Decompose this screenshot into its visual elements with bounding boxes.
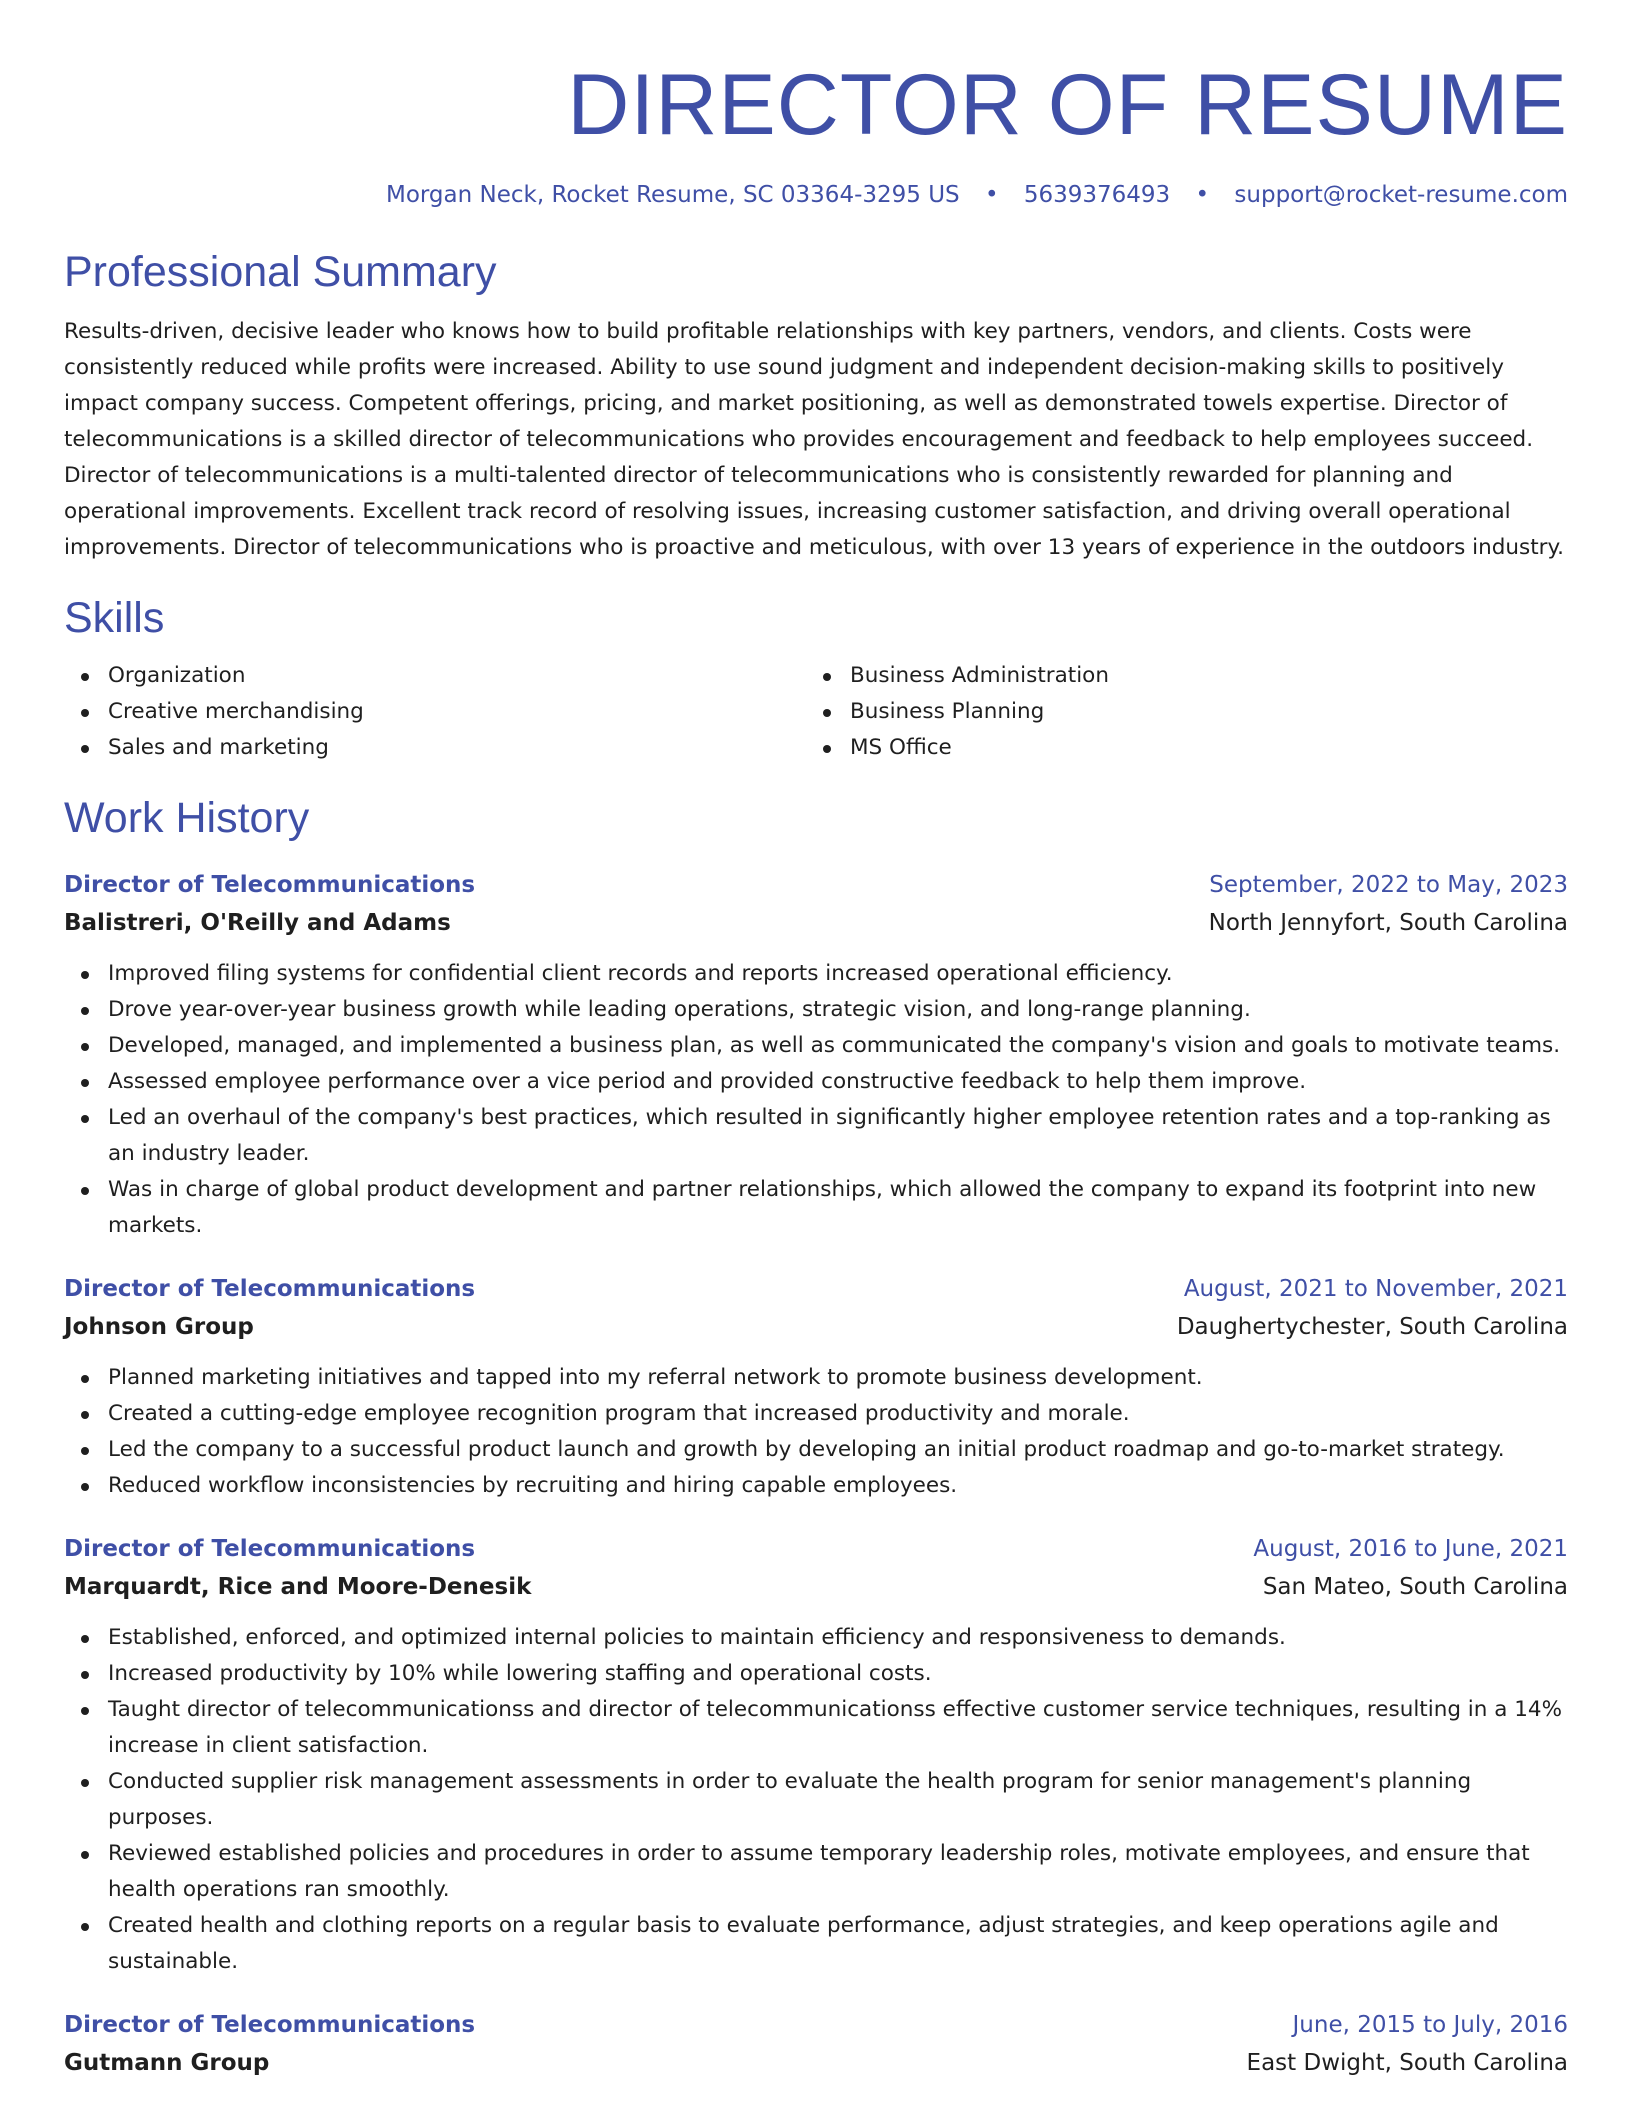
resume-title: DIRECTOR OF RESUME <box>567 57 1568 153</box>
job-dates: June, 2015 to July, 2016 <box>1292 2012 1568 2038</box>
job-dates: August, 2021 to November, 2021 <box>1183 1276 1568 1302</box>
job-bullet: Created a cutting-edge employee recognition program that increased productivity and morale. <box>64 1396 1568 1432</box>
skill-item: Business Administration <box>806 658 1548 694</box>
job-header <box>64 2006 1568 2044</box>
job-bullets <box>64 1620 1568 1980</box>
job-position: Director of Telecommunications <box>64 2012 476 2038</box>
job-header <box>64 866 1568 904</box>
work-history-list <box>64 866 1568 2082</box>
job-bullet: Drove year-over-year business growth while leading operations, strategic vision, and long-range planning. <box>64 992 1568 1028</box>
summary-heading: Professional Summary <box>64 248 497 296</box>
job-bullet: Reduced workflow inconsistencies by recruiting and hiring capable employees. <box>64 1468 1568 1504</box>
job-subheader <box>64 2044 1568 2082</box>
skills-column-left <box>64 658 806 766</box>
job-bullet: Assessed employee performance over a vice period and provided constructive feedback to help them improve. <box>64 1064 1568 1100</box>
job-subheader <box>64 1308 1568 1346</box>
job-subheader <box>64 904 1568 942</box>
job-bullet: Led an overhaul of the company's best practices, which resulted in significantly higher employee retention rates and a top-ranking as an industry leader. <box>64 1100 1568 1172</box>
job-location: North Jennyfort, South Carolina <box>1208 910 1568 936</box>
skill-item: Creative merchandising <box>64 694 806 730</box>
job-entry <box>64 866 1568 1244</box>
job-entry <box>64 1530 1568 1980</box>
job-bullet: Taught director of telecommunicationss and director of telecommunicationss effective customer service techniques, resulting in a 14% increase in client satisfaction. <box>64 1692 1568 1764</box>
job-dates: September, 2022 to May, 2023 <box>1209 872 1568 898</box>
job-bullet: Reviewed established policies and procedures in order to assume temporary leadership roles, motivate employees, and ensure that health operations ran smoothly. <box>64 1836 1568 1908</box>
summary-text: Results-driven, decisive leader who knows how to build profitable relationships with key partners, vendors, and clients. Costs were consistently reduced while profits were increased. Ability to use sound judgment and independent decision-making skills to positively impact company success. Competent offerings, pricing, and market positioning, as well as demonstrated towels expertise. Director of telecommunications is a skilled director of telecommunications who provides encouragement and feedback to help employees succeed. Director of telecommunications is a multi-talented director of telecommunications who is consistently rewarded for planning and operational improvements. Excellent track record of resolving issues, increasing customer satisfaction, and driving overall operational improvements. Director of telecommunications who is proactive and meticulous, with over 13 years of experience in the outdoors industry. <box>64 319 1564 560</box>
job-bullet: Was in charge of global product development and partner relationships, which allowed the company to expand its footprint into new markets. <box>64 1172 1568 1244</box>
contact-separator: • <box>1195 182 1210 208</box>
job-company: Gutmann Group <box>64 2050 270 2076</box>
job-bullet: Improved filing systems for confidential client records and reports increased operational efficiency. <box>64 956 1568 992</box>
job-location: San Mateo, South Carolina <box>1262 1574 1568 1600</box>
skill-item: Organization <box>64 658 806 694</box>
skill-item: Sales and marketing <box>64 730 806 766</box>
job-bullet: Developed, managed, and implemented a business plan, as well as communicated the company's vision and goals to motivate teams. <box>64 1028 1568 1064</box>
job-bullet: Created health and clothing reports on a regular basis to evaluate performance, adjust strategies, and keep operations agile and sustainable. <box>64 1908 1568 1980</box>
job-position: Director of Telecommunications <box>64 1276 476 1302</box>
job-bullets <box>64 1360 1568 1504</box>
work-history-heading: Work History <box>64 794 310 842</box>
job-location: Daughertychester, South Carolina <box>1176 1314 1568 1340</box>
contact-address: Morgan Neck, Rocket Resume, SC 03364-3295 US <box>385 182 960 208</box>
job-bullet: Increased productivity by 10% while lowering staffing and operational costs. <box>64 1656 1568 1692</box>
contact-line <box>64 180 1568 210</box>
job-dates: August, 2016 to June, 2021 <box>1253 1536 1568 1562</box>
job-header <box>64 1530 1568 1568</box>
job-company: Johnson Group <box>64 1314 254 1340</box>
skill-item: MS Office <box>806 730 1548 766</box>
contact-phone: 5639376493 <box>1023 182 1171 208</box>
skills-list <box>64 658 1568 766</box>
job-company: Marquardt, Rice and Moore-Denesik <box>64 1574 532 1600</box>
job-bullets <box>64 956 1568 1244</box>
skills-heading: Skills <box>64 594 165 642</box>
job-header <box>64 1270 1568 1308</box>
contact-email: support@rocket-resume.com <box>1234 182 1568 208</box>
skills-column-right <box>806 658 1548 766</box>
job-location: East Dwight, South Carolina <box>1246 2050 1568 2076</box>
job-entry <box>64 1270 1568 1504</box>
job-entry <box>64 2006 1568 2082</box>
skill-item: Business Planning <box>806 694 1548 730</box>
job-bullet: Led the company to a successful product launch and growth by developing an initial product roadmap and go-to-market strategy. <box>64 1432 1568 1468</box>
job-bullet: Established, enforced, and optimized internal policies to maintain efficiency and responsiveness to demands. <box>64 1620 1568 1656</box>
contact-separator: • <box>984 182 999 208</box>
job-position: Director of Telecommunications <box>64 872 476 898</box>
job-position: Director of Telecommunications <box>64 1536 476 1562</box>
job-subheader <box>64 1568 1568 1606</box>
job-company: Balistreri, O'Reilly and Adams <box>64 910 451 936</box>
resume-header <box>64 50 1568 210</box>
job-bullet: Conducted supplier risk management assessments in order to evaluate the health program for senior management's planning purposes. <box>64 1764 1568 1836</box>
job-bullet: Planned marketing initiatives and tapped into my referral network to promote business development. <box>64 1360 1568 1396</box>
